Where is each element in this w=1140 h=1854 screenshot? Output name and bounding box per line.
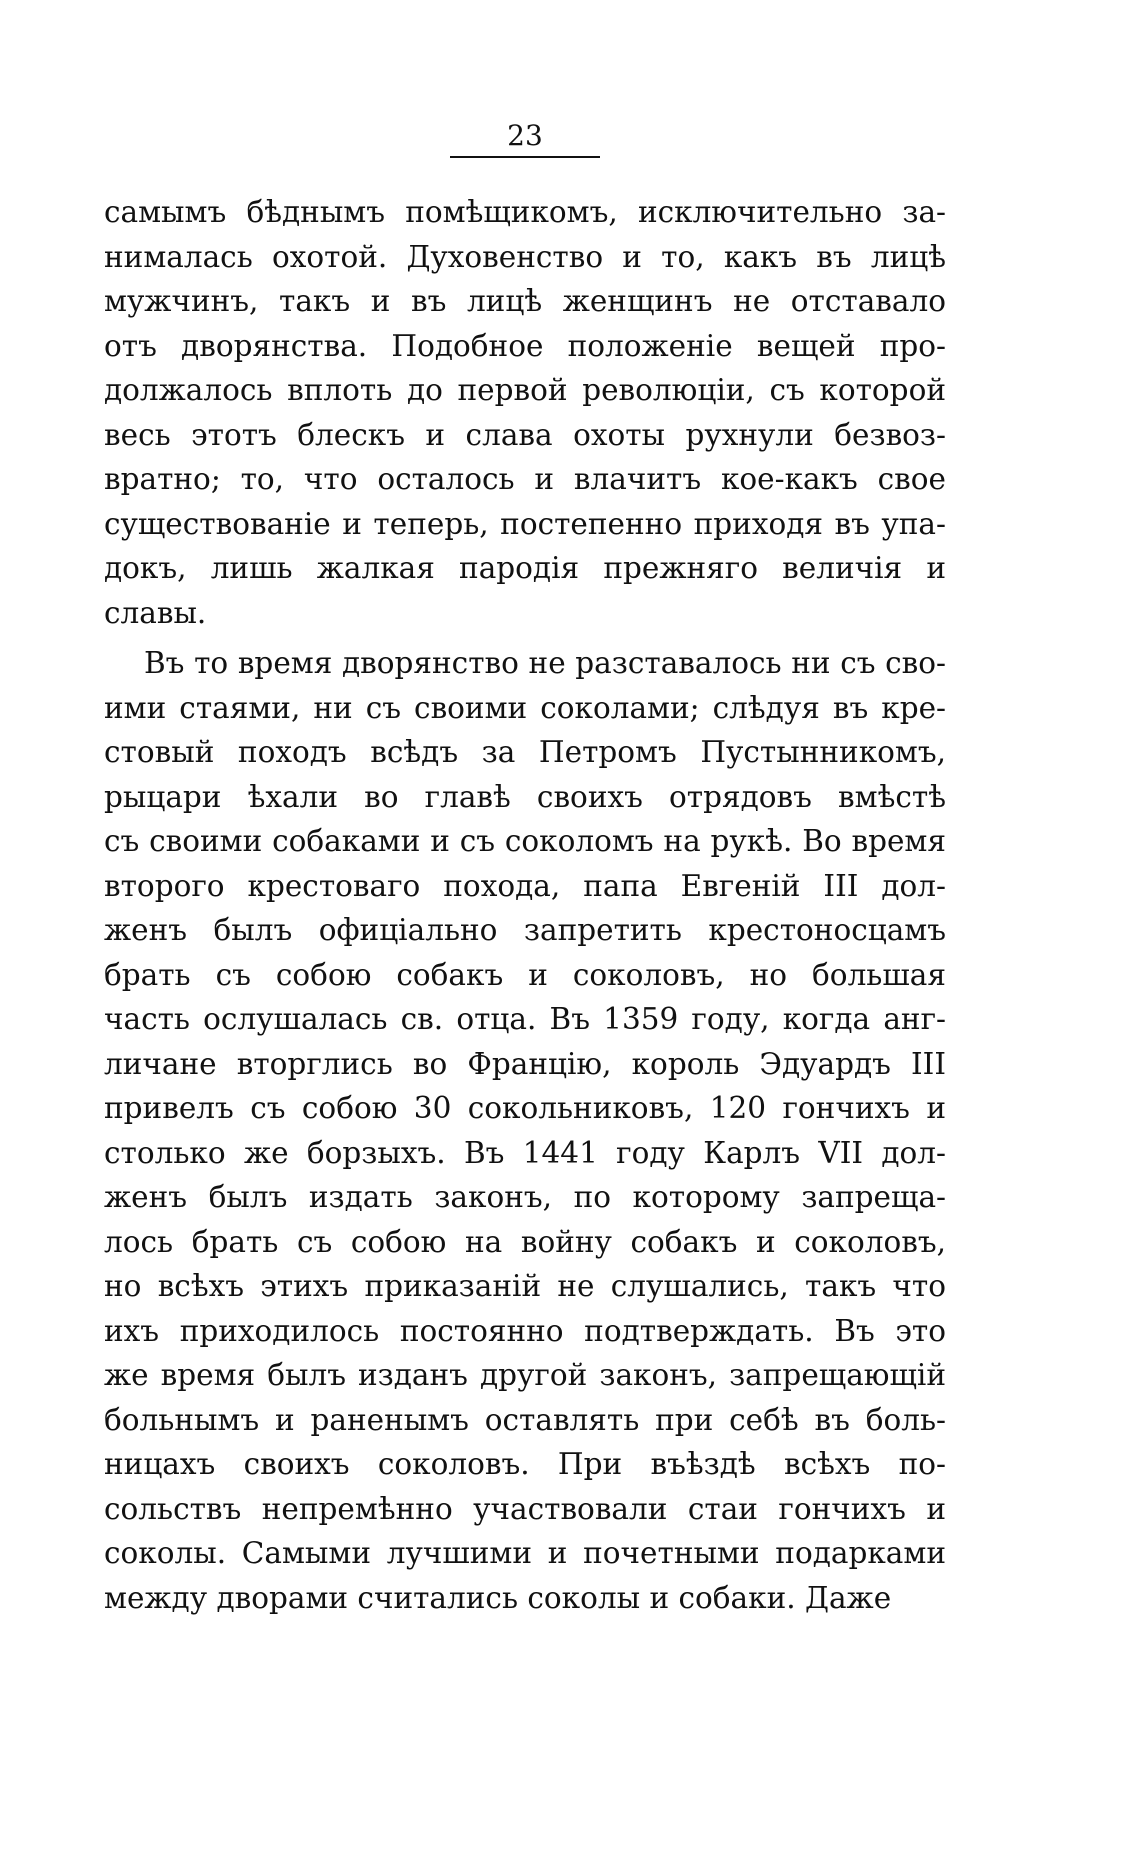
text-line: стовый походъ всѣдъ за Петромъ Пустынникомъ, xyxy=(104,735,946,769)
header-rule xyxy=(450,156,600,158)
text-line: славы. xyxy=(104,595,207,630)
text-line: весь этотъ блескъ и слава охоты рухнули безвоз- xyxy=(104,417,946,452)
text-line: ихъ приходилось постоянно подтверждать. Въ это xyxy=(104,1313,946,1348)
text-line: рыцари ѣхали во главѣ своихъ отрядовъ вмѣстѣ xyxy=(104,779,946,814)
text-line: привелъ съ собою 30 сокольниковъ, 120 гончихъ и xyxy=(104,1091,946,1125)
text-line: женъ былъ офицiально запретить крестоносцамъ xyxy=(104,913,946,947)
text-line: Въ то время дворянство не разставалось ни съ сво- xyxy=(144,646,946,680)
text-line: вратно; то, что осталось и влачитъ кое-какъ свое xyxy=(104,462,946,496)
text-line: личане вторглись во Францiю, король Эдуардъ III xyxy=(104,1046,946,1081)
text-line: сольствъ непремѣнно участвовали стаи гончихъ и xyxy=(104,1491,946,1526)
text-line: должалось вплоть до первой революцiи, съ которой xyxy=(104,373,946,407)
text-line: больнымъ и раненымъ оставлять при себѣ въ боль- xyxy=(104,1402,946,1437)
text-line: второго крестоваго похода, папа Евгенiй III дол- xyxy=(104,868,946,903)
text-line: ницахъ своихъ соколовъ. При въѣздѣ всѣхъ по- xyxy=(104,1447,946,1481)
text-line: съ своими собаками и съ соколомъ на рукѣ. Во время xyxy=(104,824,946,858)
text-line: же время былъ изданъ другой законъ, запрещающiй xyxy=(104,1358,946,1392)
page-number: 23 xyxy=(507,119,543,152)
text-line: женъ былъ издать законъ, по которому запреща- xyxy=(104,1180,946,1214)
text-line: брать съ собою собакъ и соколовъ, но большая xyxy=(104,957,946,992)
text-line: ими стаями, ни съ своими соколами; слѣдуя въ кре- xyxy=(104,690,946,725)
paragraph xyxy=(104,641,946,1620)
text-line: часть ослушалась св. отца. Въ 1359 году, когда анг- xyxy=(104,1002,946,1036)
text-line: но всѣхъ этихъ приказанiй не слушались, такъ что xyxy=(104,1269,946,1303)
text-line: нималась охотой. Духовенство и то, какъ въ лицѣ xyxy=(104,239,946,274)
text-line: соколы. Самыми лучшими и почетными подарками xyxy=(104,1536,946,1570)
text-line: существованiе и теперь, постепенно приходя въ упа- xyxy=(104,506,946,541)
text-line: самымъ бѣднымъ помѣщикомъ, исключительно за- xyxy=(104,195,946,229)
text-line: докъ, лишь жалкая пародiя прежняго величiя и xyxy=(104,551,946,585)
text-line: между дворами считались соколы и собаки. Даже xyxy=(104,1580,892,1615)
text-line: столько же борзыхъ. Въ 1441 году Карлъ VII дол- xyxy=(104,1135,946,1170)
paragraph xyxy=(104,190,946,635)
body-text xyxy=(104,190,946,1620)
text-line: лось брать съ собою на войну собакъ и соколовъ, xyxy=(104,1224,946,1259)
text-line: отъ дворянства. Подобное положенiе вещей про- xyxy=(104,328,946,363)
text-line: мужчинъ, такъ и въ лицѣ женщинъ не отставало xyxy=(104,284,946,318)
